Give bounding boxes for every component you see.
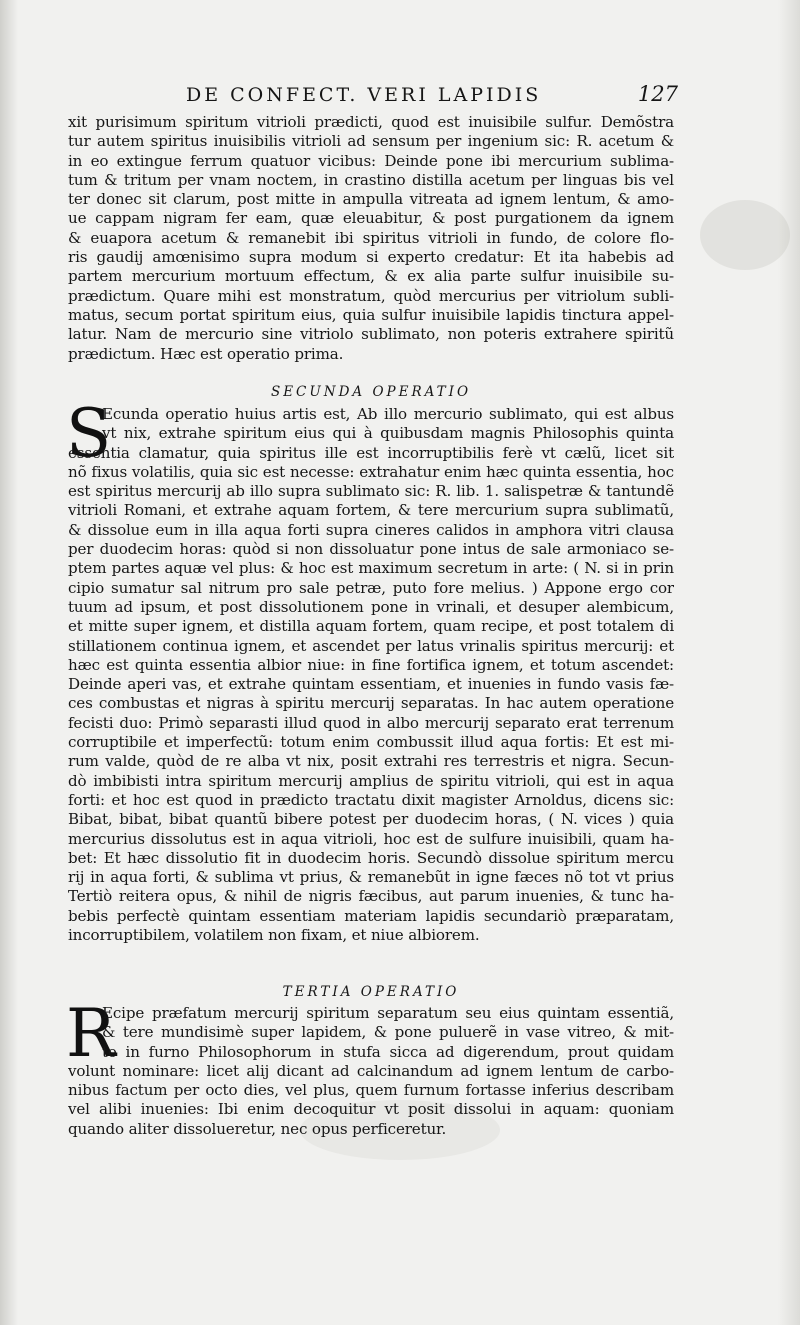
drop-cap-s: S bbox=[66, 395, 112, 472]
text-line: bet: Et hæc dissolutio fit in duodecim horis. Secundò dissolue spiritum mercu bbox=[68, 848, 674, 867]
ink-smudge bbox=[700, 200, 790, 270]
text-line: corruptibile et imperfectũ: totum enim combussit illud aqua fortis: Et est mi- bbox=[68, 733, 674, 752]
text-line: tum & tritum per vnam noctem, in crastino distilla acetum per linguas bis vel bbox=[68, 170, 674, 189]
text-line: & tere mundisimè super lapidem, & pone puluerẽ in vase vitreo, & mit- bbox=[102, 1023, 674, 1042]
page-header bbox=[150, 84, 690, 114]
text-line: Tertiò reitera opus, & nihil de nigris fæcibus, aut parum inuenies, & tunc ha- bbox=[68, 887, 674, 906]
text-line: & euapora acetum & remanebit ibi spiritus vitrioli in fundo, de colore flo- bbox=[68, 228, 674, 247]
text-line: et mitte super ignem, et distilla aquam fortem, quam recipe, et post totalem di bbox=[68, 617, 674, 636]
section-two-text bbox=[68, 405, 674, 945]
text-line: ris gaudij amœnisimo supra modum si experto credatur: Et ita habebis ad bbox=[68, 248, 674, 267]
text-line: stillationem continua ignem, et ascendet per latus vrinalis spiritus mercurij: et bbox=[68, 636, 674, 655]
text-line: vel alibi inuenies: Ibi enim decoquitur vt posit dissolui in aquam: quoniam bbox=[68, 1100, 674, 1119]
text-line: Ecipe præfatum mercurij spiritum separatum seu eius quintam essentiã, bbox=[102, 1004, 674, 1022]
right-margin-shade bbox=[778, 0, 800, 1325]
text-line: ces combustas et nigras à spiritu mercurij separatas. In hac autem operatione bbox=[68, 694, 674, 713]
text-line: prædictum. Hæc est operatio prima. bbox=[68, 344, 344, 363]
text-line: tur autem spiritus inuisibilis vitrioli ad sensum per ingenium sic: R. acetum & bbox=[68, 132, 674, 151]
running-title: DE CONFECT. VERI LAPIDIS bbox=[186, 84, 542, 106]
text-line: tuum ad ipsum, et post dissolutionem pone in vrinali, et desuper alembicum, bbox=[68, 597, 674, 616]
section-three-text bbox=[68, 1004, 674, 1139]
text-line: bebis perfectè quintam essentiam materiam lapidis secundariò præparatam, bbox=[68, 906, 674, 925]
text-line: essentia clamatur, quia spiritus ille est incorruptibilis ferè vt cælũ, licet sit bbox=[68, 443, 674, 462]
page-number: 127 bbox=[637, 82, 678, 106]
left-margin-shade bbox=[0, 0, 18, 1325]
text-line: ptem partes aquæ vel plus: & hoc est maximum secretum in arte: ( N. si in prin bbox=[68, 559, 674, 578]
text-line: xit purisimum spiritum vitrioli prædicti, quod est inuisibile sulfur. Demõstra bbox=[68, 113, 674, 131]
text-line: nibus factum per octo dies, vel plus, quem furnum fortasse inferius describam bbox=[68, 1081, 674, 1100]
text-line: per duodecim horas: quòd si non dissoluatur pone intus de sale armoniaco se- bbox=[68, 540, 674, 559]
text-line: cipio sumatur sal nitrum pro sale petræ, puto fore melius. ) Appone ergo cor bbox=[68, 578, 674, 597]
text-line: Ecunda operatio huius artis est, Ab illo mercurio sublimato, qui est albus bbox=[102, 405, 674, 423]
text-line: vitrioli Romani, et extrahe aquam fortem, & tere mercurium supra sublimatũ, bbox=[68, 501, 674, 520]
text-line: fecisti duo: Primò separasti illud quod in albo mercurij separato erat terrenum bbox=[68, 713, 674, 732]
text-line: partem mercurium mortuum effectum, & ex alia parte sulfur inuisibile su- bbox=[68, 267, 674, 286]
text-line: hæc est quinta essentia albior niue: in fine fortifica ignem, et totum ascendet: bbox=[68, 655, 674, 674]
section-one-text bbox=[68, 113, 674, 364]
text-line: rum valde, quòd de re alba vt nix, posit extrahi res terrestris et nigra. Secun- bbox=[68, 752, 674, 771]
text-line: Bibat, bibat, bibat quantũ bibere potest per duodecim horas, ( N. vices ) quia bbox=[68, 810, 674, 829]
text-line: vt nix, extrahe spiritum eius qui à quibusdam magnis Philosophis quinta bbox=[102, 424, 674, 443]
drop-cap-r: R bbox=[66, 995, 116, 1072]
text-line: incorruptibilem, volatilem non fixam, et niue albiorem. bbox=[68, 926, 480, 945]
text-line: in eo extingue ferrum quatuor vicibus: Deinde pone ibi mercurium sublima- bbox=[68, 151, 674, 170]
text-line: mercurius dissolutus est in aqua vitrioli, hoc est de sulfure inuisibili, quam ha- bbox=[68, 829, 674, 848]
text-line: Deinde aperi vas, et extrahe quintam essentiam, et inuenies in fundo vasis fæ- bbox=[68, 675, 674, 694]
text-line: forti: et hoc est quod in prædicto tractatu dixit magister Arnoldus, dicens sic: bbox=[68, 790, 674, 809]
text-line: est spiritus mercurij ab illo supra sublimato sic: R. lib. 1. salispetræ & tantundẽ bbox=[68, 482, 674, 501]
text-line: ue cappam nigram fer eam, quæ eleuabitur, & post purgationem da ignem bbox=[68, 209, 674, 228]
text-line: quando aliter dissolueretur, nec opus perficeretur. bbox=[68, 1119, 447, 1138]
text-line: dò imbibisti intra spiritum mercurij amplius de spiritu vitrioli, qui est in aqua bbox=[68, 771, 674, 790]
text-line: & dissolue eum in illa aqua forti supra cineres calidos in amphora vitri clausa bbox=[68, 520, 674, 539]
text-line: rij in aqua forti, & sublima vt prius, & remanebũt in igne fæces nõ tot vt prius bbox=[68, 868, 674, 887]
text-line: volunt nominare: licet alij dicant ad calcinandum ad ignem lentum de carbo- bbox=[68, 1061, 674, 1080]
section-heading-secunda: SECUNDA OPERATIO bbox=[270, 384, 472, 400]
section-heading-tertia: TERTIA OPERATIO bbox=[282, 984, 460, 1000]
text-line: matus, secum portat spiritum eius, quia sulfur inuisibile lapidis tinctura appel- bbox=[68, 305, 674, 324]
text-line: te in furno Philosophorum in stufa sicca ad digerendum, prout quidam bbox=[102, 1042, 674, 1061]
text-line: latur. Nam de mercurio sine vitriolo sublimato, non poteris extrahere spiritũ bbox=[68, 325, 674, 344]
text-line: ter donec sit clarum, post mitte in ampulla vitreata ad ignem lentum, & amo- bbox=[68, 190, 674, 209]
text-line: nõ fixus volatilis, quia sic est necesse: extrahatur enim hæc quinta essentia, hoc bbox=[68, 462, 674, 481]
text-line: prædictum. Quare mihi est monstratum, quòd mercurius per vitriolum subli- bbox=[68, 286, 674, 305]
